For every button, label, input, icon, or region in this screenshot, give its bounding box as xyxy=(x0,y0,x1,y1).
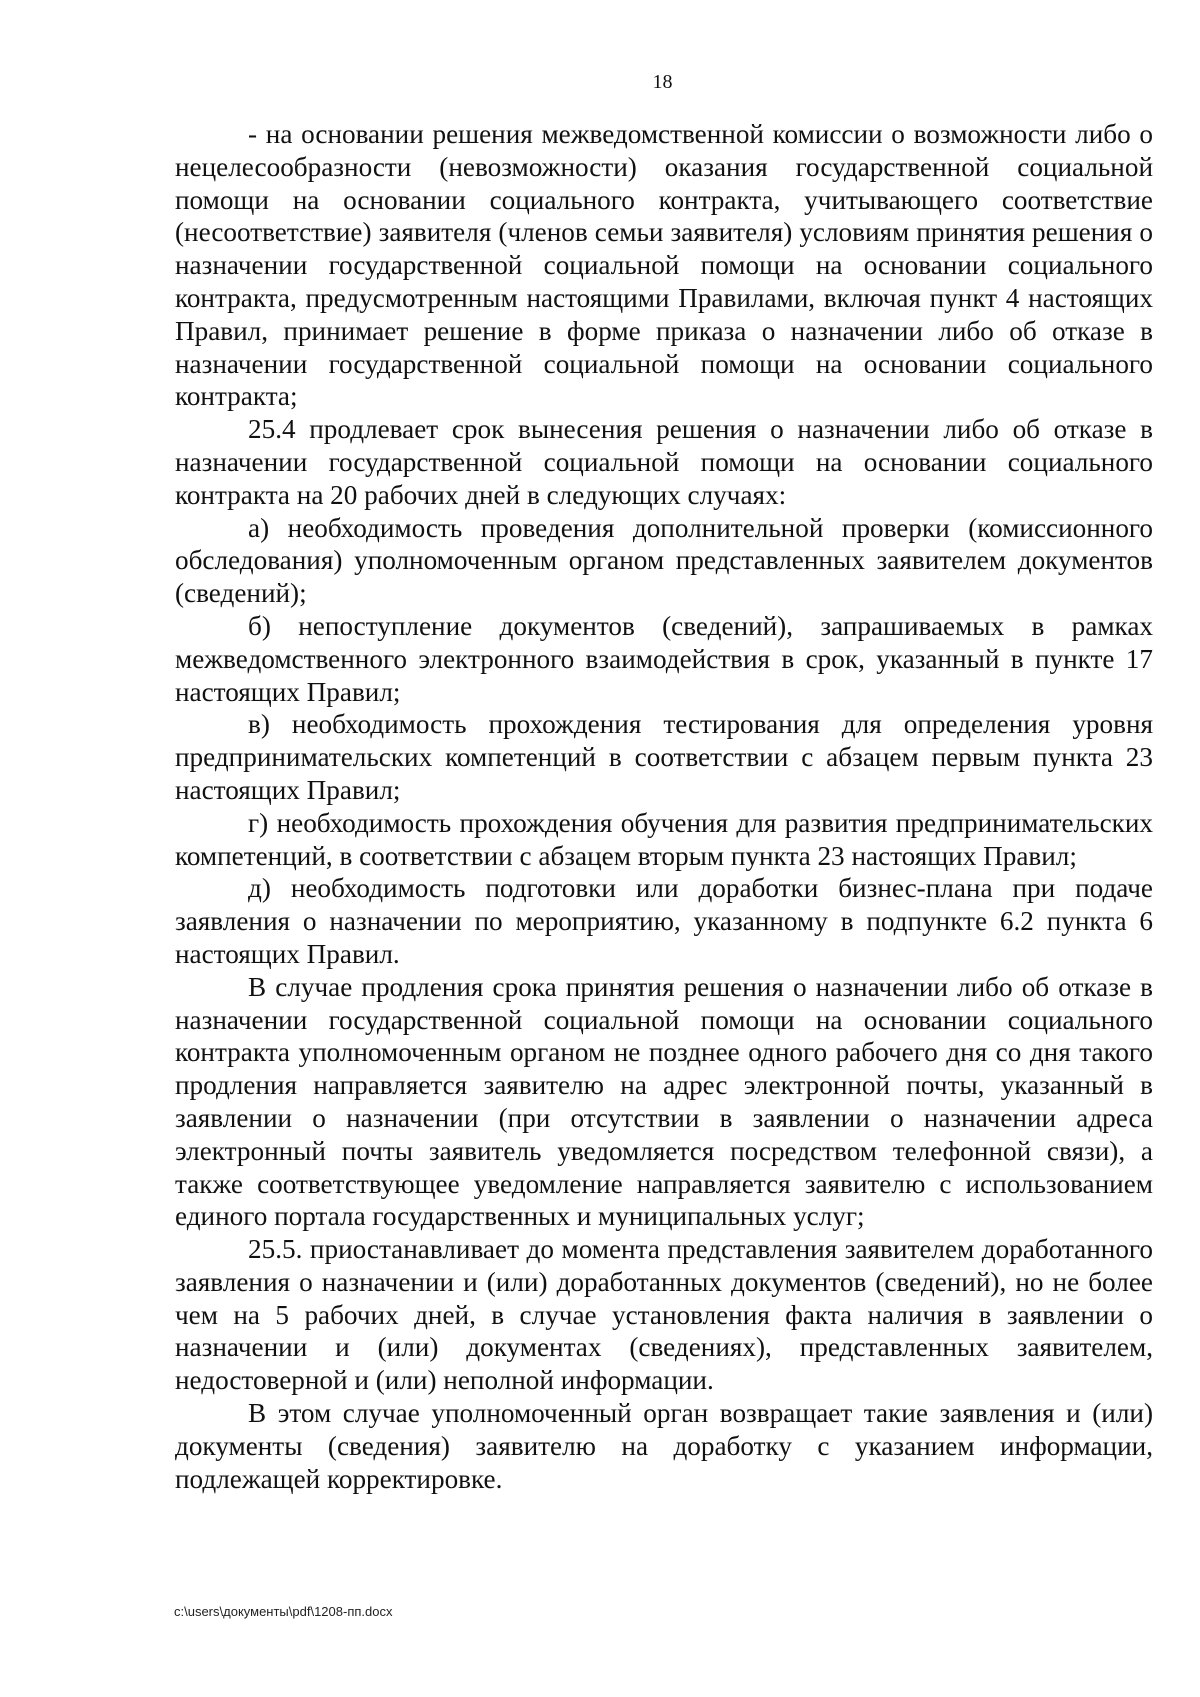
list-item-g: г) необходимость прохождения обучения для развития предпринимательских компетенций, в соответствии с абзацем вторым пункта 23 настоящих Правил; xyxy=(175,807,1153,871)
list-item-a: а) необходимость проведения дополнительной проверки (комиссионного обследования) уполномоченным органом представленных заявителем документов (сведений); xyxy=(175,512,1153,609)
paragraph-commission-decision: - на основании решения межведомственной комиссии о возможности либо о нецелесообразности (невозможности) оказания государственной социальной помощи на основании социального контракта, учитывающего соответствие (несоответствие) заявителя (членов семьи заявителя) условиям принятия решения о назначении государственной социальной помощи на основании социального контракта, предусмотренным настоящими Правилами, включая пункт 4 настоящих Правил, принимает решение в форме приказа о назначении либо об отказе в назначении государственной социальной помощи на основании социального контракта; xyxy=(175,119,1153,412)
paragraph-extension-notice: В случае продления срока принятия решения о назначении либо об отказе в назначении государственной социальной помощи на основании социального контракта уполномоченным органом не позднее одного рабочего дня со дня такого продления направляется заявителю на адрес электронной почты, указанный в заявлении о назначении (при отсутствии в заявлении о назначении адреса электронный почты заявитель уведомляется посредством телефонной связи), а также соответствующее уведомление направляется заявителю с использованием единого портала государственных и муниципальных услуг; xyxy=(175,971,1153,1232)
paragraph-25-5: 25.5. приостанавливает до момента представления заявителем доработанного заявления о назначении и (или) доработанных документов (сведений), но не более чем на 5 рабочих дней, в случае установления факта наличия в заявлении о назначении и (или) документах (сведениях), представленных заявителем, недостоверной и (или) неполной информации. xyxy=(175,1234,1153,1396)
list-item-d: д) необходимость подготовки или доработки бизнес-плана при подаче заявления о назначении по мероприятию, указанному в подпункте 6.2 пункта 6 настоящих Правил. xyxy=(175,873,1153,969)
list-item-b: б) непоступление документов (сведений), запрашиваемых в рамках межведомственного электронного взаимодействия в срок, указанный в пункте 17 настоящих Правил; xyxy=(175,610,1153,707)
paragraph-25-4: 25.4 продлевает срок вынесения решения о назначении либо об отказе в назначении государственной социальной помощи на основании социального контракта на 20 рабочих дней в следующих случаях: xyxy=(175,414,1153,510)
page-number: 18 xyxy=(652,71,673,93)
document-body xyxy=(175,118,1153,1495)
list-item-v: в) необходимость прохождения тестирования для определения уровня предпринимательских компетенций в соответствии с абзацем первым пункта 23 настоящих Правил; xyxy=(175,709,1153,805)
footer-file-path: c:\users\документы\pdf\1208-пп.docx xyxy=(174,1604,393,1619)
paragraph-return-for-revision: В этом случае уполномоченный орган возвращает такие заявления и (или) документы (сведения) заявителю на доработку с указанием информации, подлежащей корректировке. xyxy=(175,1398,1153,1494)
